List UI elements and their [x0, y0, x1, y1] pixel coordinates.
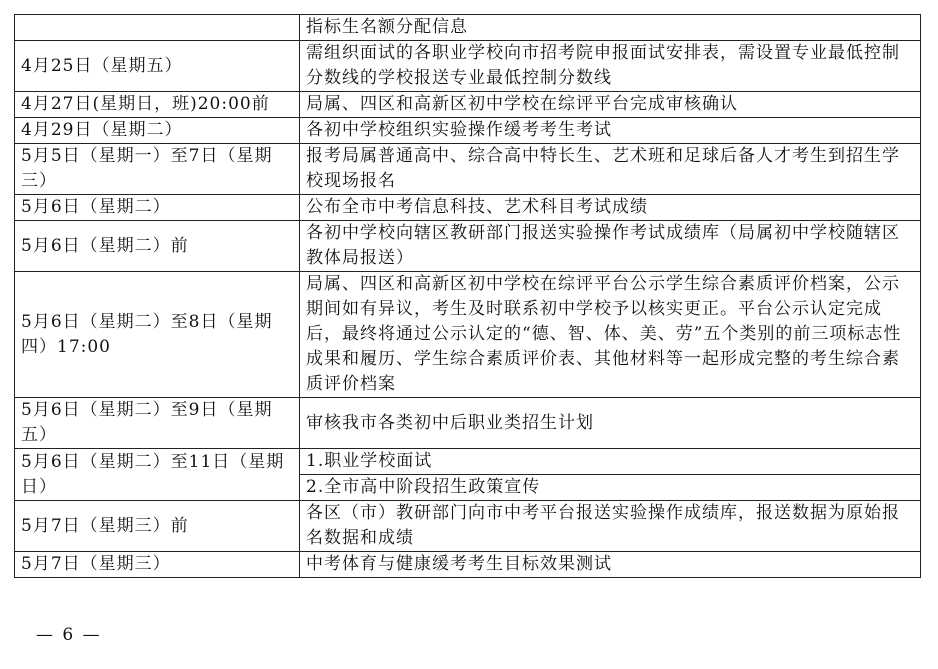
table-row: [15, 398, 921, 449]
date-cell: 5月6日（星期二）至9日（星期五）: [15, 398, 300, 449]
description-cell: 局属、四区和高新区初中学校在综评平台完成审核确认: [300, 92, 921, 118]
description-cell: 各初中学校向辖区教研部门报送实验操作考试成绩库（局属初中学校随辖区教体局报送）: [300, 221, 921, 272]
date-cell: 5月7日（星期三）前: [15, 501, 300, 552]
table-row: [15, 272, 921, 398]
date-cell: 5月6日（星期二）前: [15, 221, 300, 272]
date-cell: 5月5日（星期一）至7日（星期三）: [15, 144, 300, 195]
date-cell: 5月6日（星期二）至8日（星期四）17:00: [15, 272, 300, 398]
date-cell: 4月27日(星期日，班)20:00前: [15, 92, 300, 118]
page-number: — 6 —: [36, 625, 102, 645]
description-cell: 审核我市各类初中后职业类招生计划: [300, 398, 921, 449]
description-cell: 中考体育与健康缓考考生目标效果测试: [300, 552, 921, 578]
table-row: [15, 501, 921, 552]
description-cell: 1.职业学校面试: [300, 449, 921, 475]
schedule-table-body: [15, 15, 921, 578]
description-cell: 报考局属普通高中、综合高中特长生、艺术班和足球后备人才考生到招生学校现场报名: [300, 144, 921, 195]
description-cell: 公布全市中考信息科技、艺术科目考试成绩: [300, 195, 921, 221]
table-row: [15, 144, 921, 195]
table-row: [15, 195, 921, 221]
description-cell: 局属、四区和高新区初中学校在综评平台公示学生综合素质评价档案，公示期间如有异议，考生及时联系初中学校予以核实更正。平台公示认定完成后，最终将通过公示认定的“德、智、体、美、劳”五个类别的前三项标志性成果和履历、学生综合素质评价表、其他材料等一起形成完整的考生综合素质评价档案: [300, 272, 921, 398]
table-row: [15, 118, 921, 144]
schedule-table: [14, 14, 921, 578]
date-cell: 5月6日（星期二）: [15, 195, 300, 221]
description-cell: 各区（市）教研部门向市中考平台报送实验操作成绩库，报送数据为原始报名数据和成绩: [300, 501, 921, 552]
description-cell: 需组织面试的各职业学校向市招考院申报面试安排表，需设置专业最低控制分数线的学校报送专业最低控制分数线: [300, 41, 921, 92]
table-row: [15, 449, 921, 475]
date-cell: 5月7日（星期三）: [15, 552, 300, 578]
table-row: [15, 15, 921, 41]
date-cell: 4月29日（星期二）: [15, 118, 300, 144]
table-row: [15, 41, 921, 92]
table-row: [15, 552, 921, 578]
table-row: [15, 221, 921, 272]
description-cell: 指标生名额分配信息: [300, 15, 921, 41]
date-cell: 5月6日（星期二）至11日（星期日）: [15, 449, 300, 501]
date-cell: [15, 15, 300, 41]
table-row: [15, 92, 921, 118]
date-cell: 4月25日（星期五）: [15, 41, 300, 92]
description-cell: 各初中学校组织实验操作缓考考生考试: [300, 118, 921, 144]
description-cell: 2.全市高中阶段招生政策宣传: [300, 475, 921, 501]
